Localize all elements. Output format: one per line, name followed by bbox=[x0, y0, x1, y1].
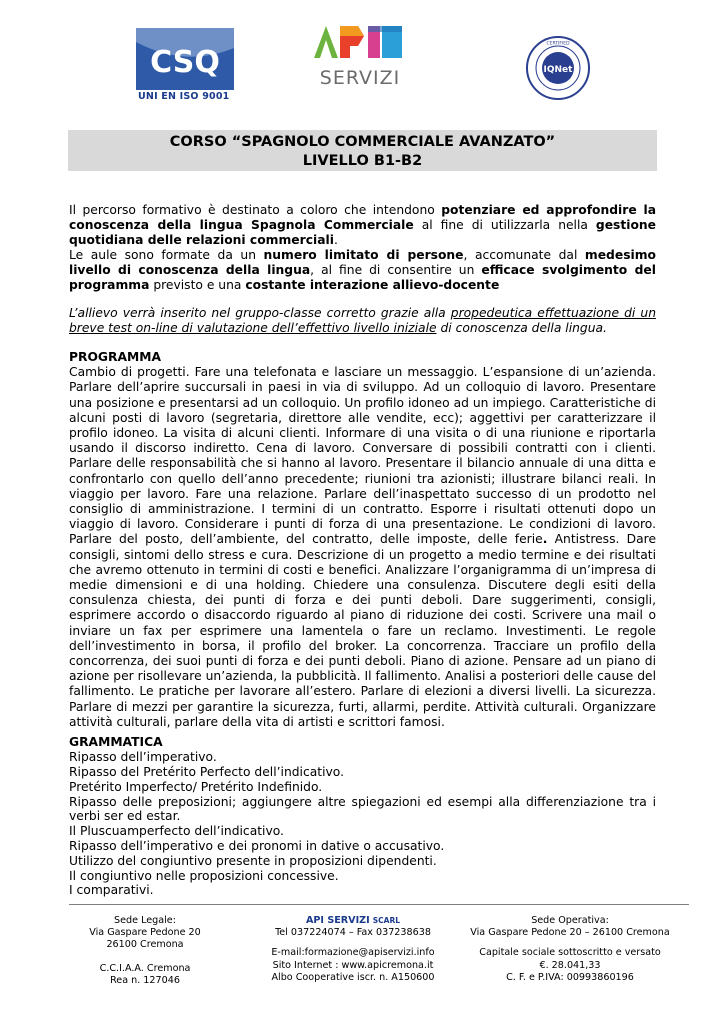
certification-label: UNI EN ISO 9001 bbox=[138, 91, 230, 102]
intro-highlight: numero limitato di persone bbox=[263, 248, 464, 262]
intro-paragraph-1 bbox=[69, 203, 656, 249]
course-title bbox=[68, 130, 657, 171]
intro-text: Le aule sono formate da un bbox=[69, 248, 264, 262]
intro-paragraph-3 bbox=[69, 306, 656, 336]
intro-text: , accomunate dal bbox=[463, 248, 585, 262]
programma-text-part: Cambio di progetti. Fare una telefonata e lasciare un messaggio. L’espansione di un’azienda. Parlare dell’aprire succursali in paesi in via di sviluppo. Ad un colloquio di lavoro. Presentare una posizione e presentarsi ad un colloquio. Un profilo idoneo ad un impiego. Caratteristiche di alcuni posti di lavoro (segretaria, direttore alle vendite, ecc); aggettivi per caratterizzare il profilo idoneo. La visita di alcuni clienti. Informare di una visita o di una riunione e riportarla usando il discorso indiretto. Cena di lavoro. Conversare di possibili contratti con i clienti. Parlare delle responsabilità che si hanno al lavoro. Presentare il bilancio annuale di una ditta e confrontarlo con quello dell’anno precedente; riunioni tra azionisti; illustrare bilanci reali. In viaggio per lavoro. Fare una relazione. Parlare dell’inaspettato successo di un prodotto nel consiglio di amministrazione. I termini di un contratto. Esporre i risultati ottenuti dopo un viaggio di lavoro. Considerare i punti di forza di una presentazione. Le condizioni di lavoro. Parlare del posto, dell’ambiente, del contratto, delle imposte, delle ferie bbox=[69, 365, 656, 547]
csq-logo bbox=[136, 28, 234, 90]
svg-text:CSQ: CSQ bbox=[150, 45, 220, 80]
iqnet-logo bbox=[526, 36, 590, 100]
footer-text: Capitale sociale sottoscritto e versato bbox=[479, 947, 661, 959]
grammatica-item: I comparativi. bbox=[69, 883, 154, 898]
footer-company bbox=[258, 915, 448, 984]
intro-text: previsto e una bbox=[149, 278, 246, 293]
footer-text: C.C.I.A.A. Cremona bbox=[99, 962, 191, 974]
grammatica-heading: GRAMMATICA bbox=[69, 735, 163, 749]
intro-highlight: efficace svolgimento del programma bbox=[69, 263, 656, 293]
api-servizi-logo bbox=[312, 22, 408, 88]
footer-text: Via Gaspare Pedone 20 bbox=[89, 927, 201, 939]
footer-text: 26100 Cremona bbox=[106, 939, 184, 951]
svg-text:SERVIZI: SERVIZI bbox=[319, 67, 401, 88]
company-name: API SERVIZI bbox=[305, 915, 370, 926]
footer-divider bbox=[69, 904, 689, 905]
footer-website-link[interactable]: Sito Internet : www.apicremona.it bbox=[272, 959, 434, 971]
programma-section bbox=[69, 350, 656, 730]
grammatica-item: Ripasso del Pretérito Perfecto dell’indicativo. bbox=[69, 765, 344, 779]
footer-operational-office bbox=[470, 915, 670, 984]
intro-highlight: medesimo livello di conoscenza della lingua bbox=[69, 248, 656, 278]
intro-text: L’allievo verrà inserito nel gruppo-classe corretto grazie alla bbox=[69, 306, 451, 320]
svg-text:IQNet: IQNet bbox=[543, 65, 573, 75]
grammatica-item: Pretérito Imperfecto/ Pretérito Indefinido. bbox=[69, 779, 323, 794]
grammatica-item: Ripasso delle preposizioni; aggiungere altre spiegazioni ed esempi alla differenziazione tra i verbi ser ed estar. bbox=[69, 794, 656, 824]
intro-highlight: costante interazione allievo-docente bbox=[245, 278, 500, 293]
intro-text: Il percorso formativo è destinato a coloro che intendono bbox=[69, 203, 442, 217]
programma-text bbox=[69, 365, 656, 730]
footer-text: Sede Operativa: bbox=[531, 915, 609, 926]
grammatica-item: Ripasso dell’imperativo. bbox=[69, 750, 217, 765]
intro-text: di conoscenza della lingua. bbox=[436, 321, 607, 336]
intro-text: al fine di utilizzarla nella bbox=[413, 218, 596, 233]
footer-phone: Tel 037224074 – Fax 037238638 bbox=[275, 927, 431, 939]
intro-text: , al fine di consentire un bbox=[310, 263, 482, 278]
intro-highlight: gestione quotidiana delle relazioni commerciali bbox=[69, 218, 657, 248]
grammatica-item: Utilizzo del congiuntivo presente in proposizioni dipendenti. bbox=[69, 853, 437, 868]
intro-text: . bbox=[333, 233, 338, 248]
intro-underlined: propedeutica effettuazione di un breve test on-line di valutazione dell’effettivo livello iniziale bbox=[69, 306, 656, 336]
intro-highlight: potenziare ed approfondire la conoscenza della lingua Spagnola Commerciale bbox=[69, 203, 656, 233]
footer-text: Albo Cooperative iscr. n. A150600 bbox=[271, 971, 435, 983]
footer-email-link[interactable]: E-mail:formazione@apiservizi.info bbox=[271, 947, 435, 959]
footer-text: Sede Legale: bbox=[114, 915, 176, 926]
footer-text: €. 28.041,33 bbox=[539, 959, 601, 971]
grammatica-section bbox=[69, 735, 656, 898]
footer-text: Rea n. 127046 bbox=[110, 974, 180, 986]
programma-text-part: . bbox=[542, 532, 548, 547]
intro-paragraph-2 bbox=[69, 248, 656, 294]
grammatica-item: Il Pluscuamperfecto dell’indicativo. bbox=[69, 824, 284, 839]
footer-text: Via Gaspare Pedone 20 – 26100 Cremona bbox=[470, 927, 670, 939]
grammatica-item: Ripasso dell’imperativo e dei pronomi in dative o accusativo. bbox=[69, 838, 445, 853]
course-title-line1: CORSO “SPAGNOLO COMMERCIALE AVANZATO” bbox=[169, 134, 556, 150]
course-title-line2: LIVELLO B1-B2 bbox=[302, 153, 423, 169]
footer-text: C. F. e P.IVA: 00993860196 bbox=[506, 971, 634, 983]
grammatica-item: Il congiuntivo nelle proposizioni concessive. bbox=[69, 868, 339, 883]
svg-text:CERTIFIED: CERTIFIED bbox=[546, 41, 570, 47]
programma-heading: PROGRAMMA bbox=[69, 350, 162, 364]
footer-legal-office bbox=[60, 915, 230, 987]
programma-text-part: Antistress. Dare consigli, sintomi dello stress e cura. Descrizione di un progetto a medio termine e dei risultati che avremo ottenuto in termini di costi e benefici. Analizzare l’organigramma di un’impresa di medie dimensioni e di una holding. Chiedere una consulenza. Discutere degli esiti della consulenza chiesta, dei punti di forza e dei punti deboli. Dare suggerimenti, consigli, esprimere accordo o disaccordo riguardo al piano di riduzione dei costi. Scrivere una mail o inviare un fax per esprimere una lamentela o fare un reclamo. Investimenti. Le regole dell’investimento in borsa, il profilo del broker. La concorrenza. Tracciare un profilo della concorrenza, dei suoi punti di forza e dei punti deboli. Piano di azione. Pensare ad un piano di azione per risollevare un’azienda, la pubblicità. Il fallimento. Analisi a posteriori delle cause del fallimento. Le pratiche per lavorare all’estero. Parlare di elezioni a diversi livelli. La sicurezza. Parlare di mezzi per garantire la sicurezza, furti, allarmi, perdite. Attività culturali. Organizzare attività culturali, parlare della vita di artisti e scrittori famosi. bbox=[69, 532, 657, 729]
company-suffix: SCARL bbox=[372, 916, 401, 925]
